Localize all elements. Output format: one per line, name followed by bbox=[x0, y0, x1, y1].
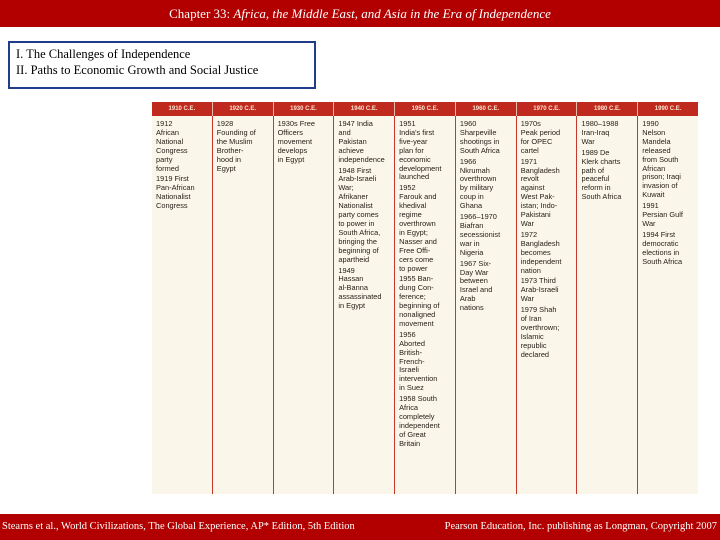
timeline-event: 1979 Shah of Iran overthrown; Islamic republic declared bbox=[520, 305, 560, 359]
timeline-event: 1912 African National Congress party formed bbox=[156, 119, 188, 173]
timeline-event: 1966 Nkrumah overthrown by military coup in Ghana bbox=[459, 156, 497, 211]
timeline-event: 1972 Bangladesh becomes independent nation bbox=[520, 229, 562, 275]
decade-label: 1980 C.E. bbox=[577, 102, 638, 116]
timeline-column bbox=[517, 116, 578, 494]
timeline-event: 1930s Free Officers movement develops in Egypt bbox=[277, 119, 315, 164]
timeline-decade-header bbox=[152, 102, 698, 116]
chapter-prefix: Chapter 33: bbox=[169, 6, 234, 21]
footer-copyright: Pearson Education, Inc. publishing as Longman, Copyright 2007 bbox=[444, 521, 717, 532]
timeline-event: 1952 Farouk and khedival regime overthrown in Egypt; Nasser and Free Offi- cers come to power bbox=[399, 183, 437, 273]
decade-label: 1970 C.E. bbox=[517, 102, 578, 116]
decade-label: 1960 C.E. bbox=[456, 102, 517, 116]
timeline-column bbox=[395, 116, 456, 494]
timeline-chart bbox=[152, 102, 698, 494]
timeline-event: 1966–1970 Biafran secessionist war in Nigeria bbox=[459, 212, 501, 257]
decade-label: 1940 C.E. bbox=[334, 102, 395, 116]
outline-box bbox=[8, 41, 316, 89]
timeline-column bbox=[334, 116, 395, 494]
timeline-event: 1956 Aborted British- French- Israeli intervention in Suez bbox=[399, 329, 438, 393]
decade-label: 1920 C.E. bbox=[213, 102, 274, 116]
timeline-column bbox=[577, 116, 638, 494]
timeline-column bbox=[274, 116, 335, 494]
timeline-event: 1960 Sharpeville shootings in South Africa bbox=[459, 119, 500, 155]
timeline-event: 1971 Bangladesh revolt against West Pak- istan; Indo- Pakistani War bbox=[520, 156, 560, 228]
decade-label: 1950 C.E. bbox=[395, 102, 456, 116]
outline-item: I. The Challenges of Independence bbox=[16, 47, 191, 61]
timeline-event: 1994 First democratic elections in South Africa bbox=[642, 229, 683, 266]
decade-label: 1930 C.E. bbox=[274, 102, 335, 116]
footer-citation: Stearns et al., World Civilizations, The Global Experience, AP* Edition, 5th Edition bbox=[2, 521, 355, 532]
timeline-event: 1991 Persian Gulf War bbox=[642, 201, 683, 228]
timeline-event: 1955 Ban- dung Con- ference; beginning of nonaligned movement bbox=[399, 274, 440, 328]
timeline-column bbox=[456, 116, 517, 494]
timeline-event: 1928 Founding of the Muslim Brother- hood in Egypt bbox=[216, 119, 256, 173]
timeline-event: 1980–1988 Iran-Iraq War bbox=[581, 119, 619, 146]
footer-bar bbox=[0, 514, 720, 540]
timeline-columns bbox=[152, 116, 698, 494]
timeline-event: 1967 Six- Day War between Israel and Arab nations bbox=[459, 258, 493, 313]
timeline-event: 1973 Third Arab-Israeli War bbox=[520, 276, 559, 304]
timeline-column bbox=[152, 116, 213, 494]
timeline-event: 1951 India's first five-year plan for economic development launched bbox=[399, 119, 442, 182]
timeline-column bbox=[638, 116, 698, 494]
timeline-event: 1947 India and Pakistan achieve independence bbox=[338, 119, 385, 164]
chapter-title: Africa, the Middle East, and Asia in the Era of Independence bbox=[233, 6, 551, 21]
decade-label: 1990 C.E. bbox=[654, 106, 682, 112]
timeline-event: 1949 Hassan al-Banna assassinated in Egypt bbox=[338, 265, 382, 311]
timeline-event: 1990 Nelson Mandela released from South African prison; Iraqi invasion of Kuwait bbox=[642, 119, 681, 200]
chapter-title-bar bbox=[0, 0, 720, 27]
timeline-column bbox=[213, 116, 274, 494]
timeline-event: 1989 De Klerk charts path of peaceful reform in South Africa bbox=[581, 147, 622, 202]
decade-label: 1910 C.E. bbox=[152, 102, 213, 116]
outline-item: II. Paths to Economic Growth and Social Justice bbox=[16, 63, 259, 77]
timeline-event: 1919 First Pan-African Nationalist Congress bbox=[156, 174, 195, 211]
timeline-event: 1958 South Africa completely independent of Great Britain bbox=[399, 394, 440, 448]
timeline-event: 1948 First Arab-Israeli War; Afrikaner Nationalist party comes to power in South Africa, bringing the beginning of apartheid bbox=[338, 165, 381, 264]
timeline-event: 1970s Peak period for OPEC cartel bbox=[520, 119, 561, 155]
